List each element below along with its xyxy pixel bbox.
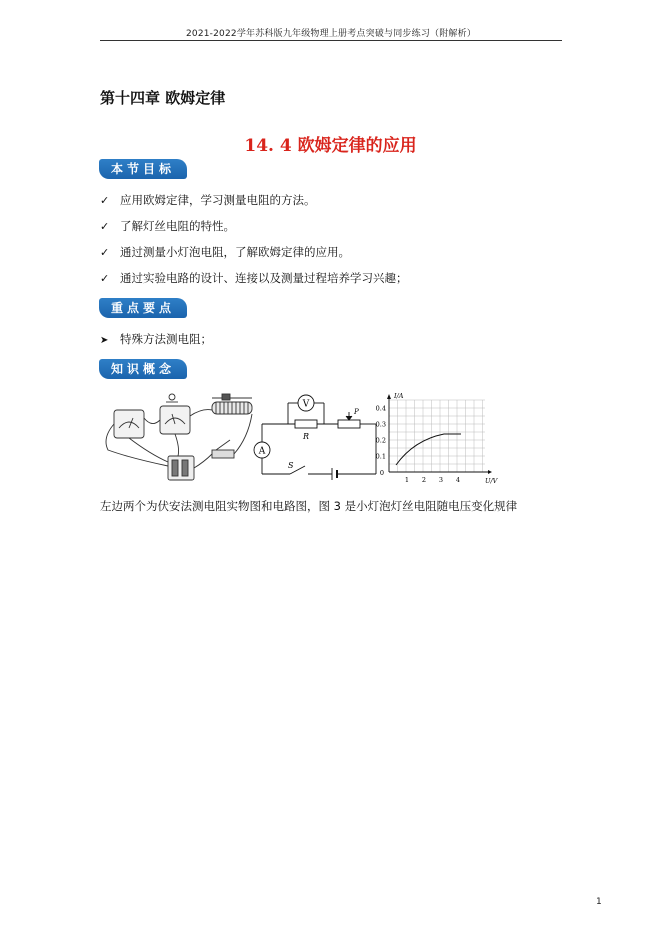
- goal-text: 通过实验电路的设计、连接以及测量过程培养学习兴趣；: [120, 271, 408, 285]
- graph-xtick: 3: [438, 476, 444, 484]
- keypoint-text: 特殊方法测电阻；: [120, 332, 212, 346]
- graph-ylabel: I/A: [394, 392, 404, 400]
- goal-text: 了解灯丝电阻的特性。: [120, 219, 235, 233]
- header-rule: [100, 40, 562, 41]
- graph-ytick: 0.2: [375, 436, 386, 445]
- graph-ytick: 0.4: [375, 404, 386, 413]
- page-header: 2021-2022学年苏科版九年级物理上册考点突破与同步练习（附解析）: [185, 29, 477, 39]
- graph-xtick: 1: [404, 476, 410, 484]
- resistor-label: R: [302, 432, 310, 441]
- goal-item: [100, 192, 316, 208]
- goal-text: 应用欧姆定律，学习测量电阻的方法。: [120, 193, 316, 207]
- goal-item: [100, 244, 350, 260]
- tag-goals: 本节目标: [99, 159, 187, 179]
- concept-figure: [100, 388, 500, 484]
- check-icon: [100, 272, 120, 285]
- graph-origin: 0: [379, 469, 384, 477]
- check-icon: [100, 194, 120, 207]
- page-number: 1: [596, 897, 602, 907]
- graph-xlabel: U/V: [485, 477, 498, 484]
- chapter-title: 第十四章 欧姆定律: [100, 89, 226, 107]
- check-icon: [100, 220, 120, 233]
- tag-keypoints: 重点要点: [99, 298, 187, 318]
- goal-text: 通过测量小灯泡电阻，了解欧姆定律的应用。: [120, 245, 350, 259]
- arrow-bullet-icon: [100, 333, 120, 346]
- iu-graph: [387, 394, 492, 474]
- rheostat-label: P: [354, 408, 359, 416]
- check-icon: [100, 246, 120, 259]
- apparatus-illustration: [106, 394, 252, 480]
- graph-xtick: 2: [421, 476, 427, 484]
- voltmeter-label: V: [302, 399, 310, 410]
- tag-concepts: 知识概念: [99, 359, 187, 379]
- keypoint-item: [100, 331, 212, 347]
- switch-label: S: [288, 461, 294, 470]
- goal-item: [100, 218, 235, 234]
- graph-ytick: 0.3: [375, 420, 386, 429]
- figure-caption: 左边两个为伏安法测电阻实物图和电路图，图 3 是小灯泡灯丝电阻随电压变化规律: [100, 499, 518, 513]
- ammeter-label: A: [258, 446, 266, 457]
- graph-ytick: 0.1: [375, 452, 386, 461]
- goal-item: [100, 270, 408, 286]
- graph-xtick: 4: [455, 476, 461, 484]
- section-title: 14. 4 欧姆定律的应用: [244, 136, 417, 156]
